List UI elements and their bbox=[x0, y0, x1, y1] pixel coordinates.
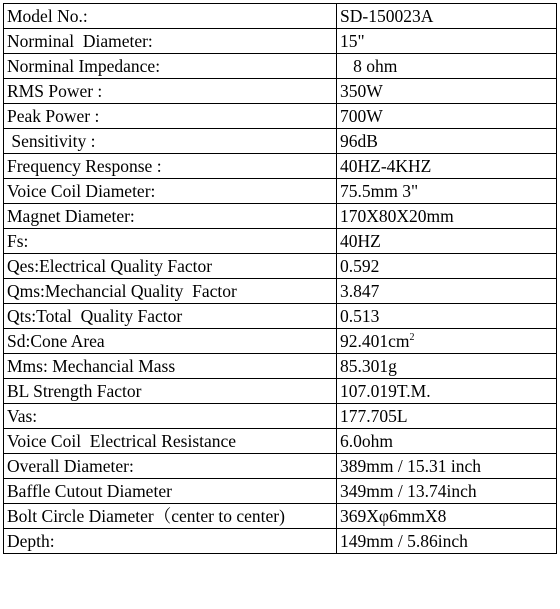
spec-label: Bolt Circle Diameter（center to center) bbox=[4, 504, 337, 529]
spec-value: SD-150023A bbox=[337, 4, 557, 29]
spec-value: 369Xφ6mmX8 bbox=[337, 504, 557, 529]
spec-value: 177.705L bbox=[337, 404, 557, 429]
table-row bbox=[4, 354, 557, 379]
spec-value: 40HZ-4KHZ bbox=[337, 154, 557, 179]
table-row bbox=[4, 154, 557, 179]
spec-value: 389mm / 15.31 inch bbox=[337, 454, 557, 479]
spec-label: RMS Power : bbox=[4, 79, 337, 104]
spec-label: Fs: bbox=[4, 229, 337, 254]
spec-value-text: 92.401cm bbox=[340, 331, 410, 351]
spec-value: 96dB bbox=[337, 129, 557, 154]
table-row bbox=[4, 404, 557, 429]
spec-label: Vas: bbox=[4, 404, 337, 429]
spec-label: Voice Coil Electrical Resistance bbox=[4, 429, 337, 454]
spec-value: 6.0ohm bbox=[337, 429, 557, 454]
spec-label: Peak Power : bbox=[4, 104, 337, 129]
spec-label: Sensitivity : bbox=[4, 129, 337, 154]
spec-value: 3.847 bbox=[337, 279, 557, 304]
spec-label: Voice Coil Diameter: bbox=[4, 179, 337, 204]
table-row bbox=[4, 529, 557, 554]
spec-label: Mms: Mechancial Mass bbox=[4, 354, 337, 379]
table-row bbox=[4, 4, 557, 29]
spec-value bbox=[337, 329, 557, 354]
spec-label: Qts:Total Quality Factor bbox=[4, 304, 337, 329]
speaker-spec-table bbox=[3, 3, 557, 554]
spec-label: Norminal Impedance: bbox=[4, 54, 337, 79]
spec-value: 75.5mm 3" bbox=[337, 179, 557, 204]
spec-label: Frequency Response : bbox=[4, 154, 337, 179]
table-row bbox=[4, 129, 557, 154]
spec-value: 149mm / 5.86inch bbox=[337, 529, 557, 554]
table-row bbox=[4, 379, 557, 404]
spec-label: Baffle Cutout Diameter bbox=[4, 479, 337, 504]
table-row bbox=[4, 179, 557, 204]
spec-value: 15" bbox=[337, 29, 557, 54]
table-row bbox=[4, 504, 557, 529]
table-row bbox=[4, 104, 557, 129]
table-row bbox=[4, 54, 557, 79]
table-row bbox=[4, 304, 557, 329]
spec-value: 107.019T.M. bbox=[337, 379, 557, 404]
table-row bbox=[4, 479, 557, 504]
spec-label: Magnet Diameter: bbox=[4, 204, 337, 229]
spec-value: 0.592 bbox=[337, 254, 557, 279]
table-row bbox=[4, 29, 557, 54]
spec-value: 700W bbox=[337, 104, 557, 129]
table-row bbox=[4, 454, 557, 479]
table-row bbox=[4, 279, 557, 304]
spec-value: 170X80X20mm bbox=[337, 204, 557, 229]
spec-label: Qes:Electrical Quality Factor bbox=[4, 254, 337, 279]
spec-value: 350W bbox=[337, 79, 557, 104]
spec-value: 349mm / 13.74inch bbox=[337, 479, 557, 504]
table-row bbox=[4, 429, 557, 454]
spec-label: Overall Diameter: bbox=[4, 454, 337, 479]
spec-value: 40HZ bbox=[337, 229, 557, 254]
table-row bbox=[4, 204, 557, 229]
spec-value: 8 ohm bbox=[337, 54, 557, 79]
spec-label: Depth: bbox=[4, 529, 337, 554]
spec-value: 85.301g bbox=[337, 354, 557, 379]
spec-label: BL Strength Factor bbox=[4, 379, 337, 404]
superscript-text: 2 bbox=[409, 332, 415, 343]
table-row bbox=[4, 329, 557, 354]
spec-value: 0.513 bbox=[337, 304, 557, 329]
table-row bbox=[4, 79, 557, 104]
spec-label: Qms:Mechancial Quality Factor bbox=[4, 279, 337, 304]
table-row bbox=[4, 229, 557, 254]
table-row bbox=[4, 254, 557, 279]
spec-label: Sd:Cone Area bbox=[4, 329, 337, 354]
spec-label: Norminal Diameter: bbox=[4, 29, 337, 54]
spec-label: Model No.: bbox=[4, 4, 337, 29]
